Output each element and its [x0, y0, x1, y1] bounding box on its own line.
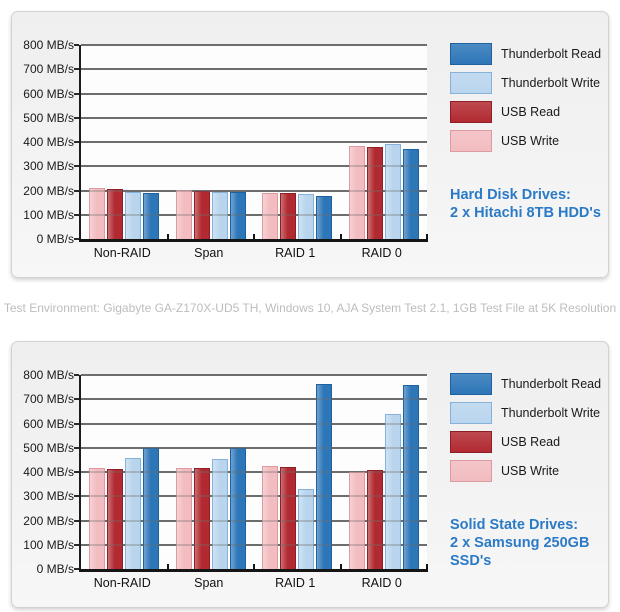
hdd-annotation	[450, 186, 620, 222]
bar-usb-read-raid-1	[280, 193, 296, 239]
y-tick-label-300: 300 MB/s	[23, 159, 74, 174]
gridline-overlay-800	[81, 374, 427, 376]
y-tick-mark	[74, 471, 79, 473]
gridline-overlay-500	[81, 447, 427, 449]
y-tick-mark	[74, 423, 79, 425]
y-tick-label-600: 600 MB/s	[23, 86, 74, 101]
legend-row-thunderbolt-write	[450, 402, 601, 424]
legend-swatch-thunderbolt-write	[450, 402, 492, 424]
hdd-legend	[450, 43, 601, 159]
x-label-non-raid: Non-RAID	[93, 246, 151, 260]
legend-label-thunderbolt-write: Thunderbolt Write	[501, 406, 601, 420]
gridline-overlay-500	[81, 117, 427, 119]
legend-row-usb-read	[450, 431, 601, 453]
y-tick-label-700: 700 MB/s	[23, 62, 74, 77]
ssd-annotation-line1: Solid State Drives:	[450, 517, 579, 533]
legend-row-usb-write	[450, 130, 601, 152]
y-tick-label-800: 800 MB/s	[23, 38, 74, 52]
legend-swatch-thunderbolt-write	[450, 72, 492, 94]
test-environment-caption: Test Environment: Gigabyte GA-Z170X-UD5 TH, Windows 10, AJA System Test 2.1, 1GB Test File at 5K Resolution	[3, 301, 617, 315]
legend-label-thunderbolt-read: Thunderbolt Read	[501, 47, 602, 61]
bar-thunderbolt-read-non-raid	[143, 193, 159, 239]
legend-swatch-usb-write	[450, 130, 492, 152]
y-tick-label-100: 100 MB/s	[23, 207, 74, 222]
ssd-x-axis-labels	[79, 576, 425, 590]
y-tick-mark	[74, 165, 79, 167]
legend-label-usb-write: USB Write	[501, 134, 560, 148]
hdd-annotation-line2: 2 x Hitachi 8TB HDD's	[450, 205, 601, 221]
bar-usb-read-raid-1	[280, 467, 296, 569]
bar-usb-write-span	[176, 468, 192, 569]
legend-row-usb-read	[450, 101, 601, 123]
bar-thunderbolt-write-raid-0	[385, 144, 401, 239]
gridline-overlay-200	[81, 520, 427, 522]
bar-thunderbolt-read-raid-1	[316, 384, 332, 569]
gridline-overlay-100	[81, 544, 427, 546]
y-tick-label-700: 700 MB/s	[23, 392, 74, 407]
bar-usb-write-raid-1	[262, 193, 278, 239]
x-label-raid-1: RAID 1	[275, 576, 316, 590]
y-tick-label-0: 0 MB/s	[36, 232, 74, 246]
legend-swatch-usb-read	[450, 101, 492, 123]
bar-usb-read-raid-0	[367, 147, 383, 239]
ssd-annotation	[450, 516, 620, 570]
y-tick-mark	[74, 374, 79, 376]
y-tick-mark	[74, 117, 79, 119]
gridline-overlay-200	[81, 190, 427, 192]
gridline-overlay-300	[81, 495, 427, 497]
x-label-non-raid: Non-RAID	[93, 576, 151, 590]
x-label-raid-0: RAID 0	[361, 246, 402, 260]
bar-thunderbolt-read-raid-0	[403, 385, 419, 569]
x-axis	[79, 239, 428, 242]
legend-row-thunderbolt-write	[450, 72, 601, 94]
y-tick-label-100: 100 MB/s	[23, 537, 74, 552]
y-tick-label-300: 300 MB/s	[23, 489, 74, 504]
bar-thunderbolt-write-raid-1	[298, 194, 314, 239]
gridline-overlay-600	[81, 423, 427, 425]
gridline-overlay-700	[81, 398, 427, 400]
y-tick-mark	[74, 398, 79, 400]
legend-label-usb-read: USB Read	[501, 105, 561, 119]
y-tick-label-400: 400 MB/s	[23, 135, 74, 149]
y-tick-mark	[74, 141, 79, 143]
y-tick-mark	[74, 495, 79, 497]
y-tick-mark	[74, 544, 79, 546]
x-axis	[79, 569, 428, 572]
y-tick-mark	[74, 520, 79, 522]
gridline-overlay-100	[81, 214, 427, 216]
hdd-annotation-line1: Hard Disk Drives:	[450, 187, 571, 203]
legend-label-usb-read: USB Read	[501, 435, 561, 449]
y-tick-label-0: 0 MB/s	[36, 562, 74, 576]
bar-thunderbolt-read-raid-1	[316, 196, 332, 239]
bar-thunderbolt-read-raid-0	[403, 149, 419, 239]
hdd-benchmark-card	[11, 11, 609, 278]
hdd-x-axis-labels	[79, 246, 425, 260]
y-tick-label-400: 400 MB/s	[23, 465, 74, 479]
y-tick-mark	[74, 93, 79, 95]
ssd-annotation-line2: 2 x Samsung 250GB SSD's	[450, 535, 590, 569]
y-tick-mark	[74, 190, 79, 192]
y-tick-label-800: 800 MB/s	[23, 368, 74, 382]
legend-row-thunderbolt-read	[450, 43, 601, 65]
legend-label-thunderbolt-write: Thunderbolt Write	[501, 76, 601, 90]
legend-label-usb-write: USB Write	[501, 464, 560, 478]
bar-thunderbolt-write-raid-0	[385, 414, 401, 569]
legend-swatch-thunderbolt-read	[450, 43, 492, 65]
y-tick-mark	[74, 68, 79, 70]
y-tick-label-500: 500 MB/s	[23, 110, 74, 125]
legend-swatch-usb-read	[450, 431, 492, 453]
ssd-legend	[450, 373, 601, 489]
y-tick-label-200: 200 MB/s	[23, 183, 74, 198]
y-tick-label-600: 600 MB/s	[23, 416, 74, 431]
gridline-overlay-800	[81, 44, 427, 46]
gridline-overlay-400	[81, 141, 427, 143]
gridline-overlay-300	[81, 165, 427, 167]
bar-thunderbolt-read-span	[230, 448, 246, 569]
y-tick-label-200: 200 MB/s	[23, 513, 74, 528]
x-label-raid-1: RAID 1	[275, 246, 316, 260]
legend-swatch-thunderbolt-read	[450, 373, 492, 395]
bar-usb-write-raid-0	[349, 146, 365, 239]
legend-swatch-usb-write	[450, 460, 492, 482]
y-tick-mark	[74, 447, 79, 449]
legend-row-thunderbolt-read	[450, 373, 601, 395]
bar-thunderbolt-read-non-raid	[143, 448, 159, 569]
ssd-plot-area	[23, 368, 427, 576]
bar-thunderbolt-write-raid-1	[298, 489, 314, 569]
x-label-span: Span	[194, 576, 224, 590]
bar-thunderbolt-write-non-raid	[125, 458, 141, 570]
ssd-benchmark-card	[11, 341, 609, 608]
gridline-overlay-600	[81, 93, 427, 95]
gridline-overlay-700	[81, 68, 427, 70]
x-label-span: Span	[194, 246, 224, 260]
y-tick-label-500: 500 MB/s	[23, 440, 74, 455]
y-tick-mark	[74, 214, 79, 216]
legend-row-usb-write	[450, 460, 601, 482]
gridline-overlay-400	[81, 471, 427, 473]
x-label-raid-0: RAID 0	[361, 576, 402, 590]
legend-label-thunderbolt-read: Thunderbolt Read	[501, 377, 602, 391]
y-tick-mark	[74, 44, 79, 46]
hdd-plot-area	[23, 38, 427, 246]
bar-thunderbolt-write-span	[212, 459, 228, 569]
bar-usb-write-raid-1	[262, 466, 278, 569]
